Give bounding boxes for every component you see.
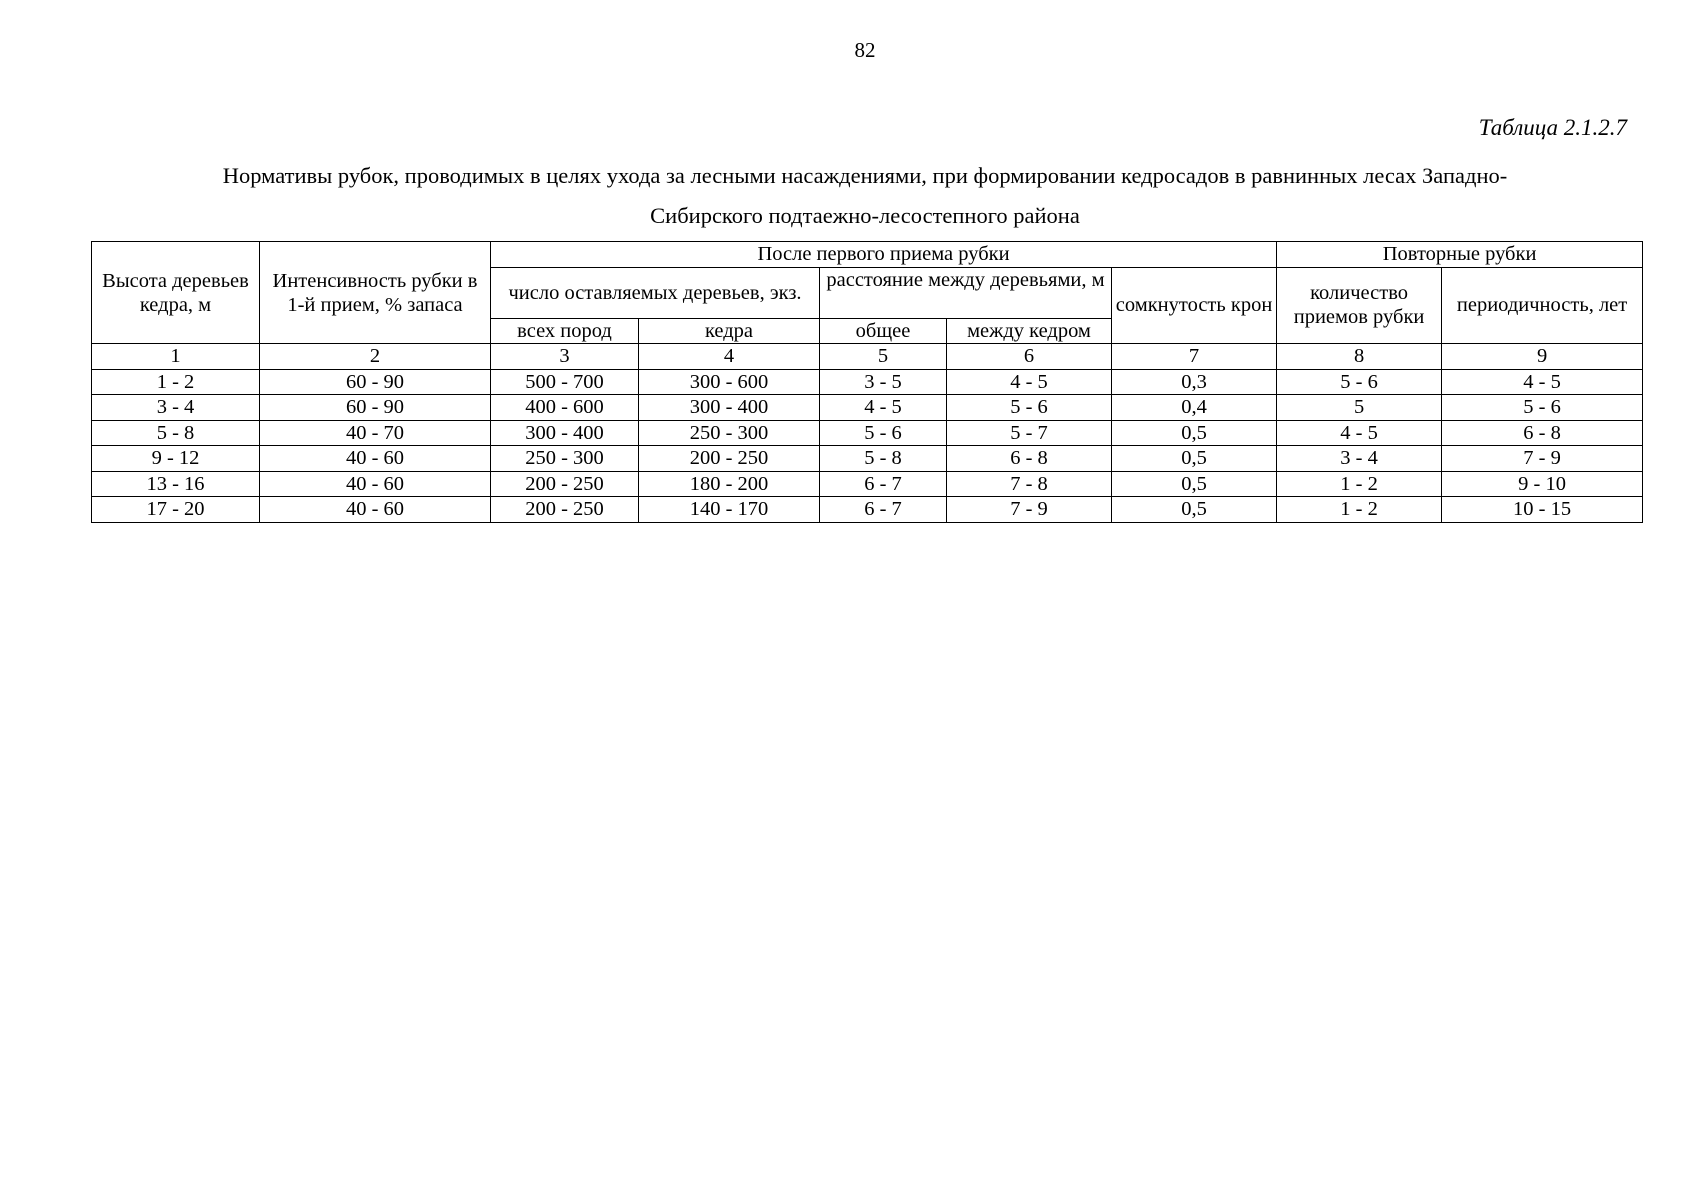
column-number: 1 (92, 344, 260, 370)
table-cell: 200 - 250 (491, 497, 639, 523)
table-cell: 40 - 60 (260, 446, 491, 472)
header-count: количество приемов рубки (1277, 267, 1442, 344)
table-cell: 7 - 9 (947, 497, 1112, 523)
table-cell: 40 - 70 (260, 420, 491, 446)
table-cell: 5 - 6 (1277, 369, 1442, 395)
table-cell: 1 - 2 (1277, 471, 1442, 497)
table-cell: 0,5 (1112, 446, 1277, 472)
column-number: 7 (1112, 344, 1277, 370)
table-cell: 4 - 5 (1277, 420, 1442, 446)
table-cell: 13 - 16 (92, 471, 260, 497)
table-cell: 180 - 200 (639, 471, 820, 497)
column-number: 5 (820, 344, 947, 370)
table-cell: 0,5 (1112, 471, 1277, 497)
table-cell: 60 - 90 (260, 369, 491, 395)
norms-table (91, 241, 1643, 523)
table-cell: 4 - 5 (1442, 369, 1643, 395)
table-cell: 5 - 8 (92, 420, 260, 446)
column-number-row (92, 344, 1643, 370)
table-cell: 5 (1277, 395, 1442, 421)
table-cell: 17 - 20 (92, 497, 260, 523)
table-cell: 6 - 8 (947, 446, 1112, 472)
table-cell: 6 - 7 (820, 497, 947, 523)
table-cell: 5 - 7 (947, 420, 1112, 446)
header-height: Высота деревьев кедра, м (92, 242, 260, 344)
table-cell: 0,5 (1112, 497, 1277, 523)
table-row (92, 471, 1643, 497)
table-cell: 200 - 250 (491, 471, 639, 497)
header-distance: расстояние между деревьями, м (820, 267, 1112, 318)
table-cell: 5 - 6 (1442, 395, 1643, 421)
header-periodicity: периодичность, лет (1442, 267, 1643, 344)
table-cell: 1 - 2 (1277, 497, 1442, 523)
table-cell: 0,4 (1112, 395, 1277, 421)
table-cell: 6 - 8 (1442, 420, 1643, 446)
column-number: 9 (1442, 344, 1643, 370)
table-cell: 40 - 60 (260, 471, 491, 497)
table-label: Таблица 2.1.2.7 (1478, 115, 1627, 140)
column-number: 6 (947, 344, 1112, 370)
table-title (90, 156, 1640, 236)
table-cell: 9 - 10 (1442, 471, 1643, 497)
table-row (92, 420, 1643, 446)
column-number: 2 (260, 344, 491, 370)
table-cell: 400 - 600 (491, 395, 639, 421)
table-cell: 7 - 9 (1442, 446, 1643, 472)
table-cell: 140 - 170 (639, 497, 820, 523)
table-cell: 9 - 12 (92, 446, 260, 472)
table-cell: 60 - 90 (260, 395, 491, 421)
table-cell: 3 - 5 (820, 369, 947, 395)
table-title-line-1: Нормативы рубок, проводимых в целях ухода за лесными насаждениями, при формировании кедросадов в равнинных лесах Западно- (222, 163, 1508, 188)
header-between-cedar: между кедром (947, 318, 1112, 344)
table-row (92, 497, 1643, 523)
table-cell: 500 - 700 (491, 369, 639, 395)
column-number: 8 (1277, 344, 1442, 370)
table-cell: 4 - 5 (947, 369, 1112, 395)
table-cell: 300 - 400 (491, 420, 639, 446)
table-cell: 250 - 300 (639, 420, 820, 446)
header-closure: сомкнутость крон (1112, 267, 1277, 344)
table-cell: 6 - 7 (820, 471, 947, 497)
header-repeated: Повторные рубки (1277, 242, 1643, 268)
column-number: 3 (491, 344, 639, 370)
table-cell: 3 - 4 (1277, 446, 1442, 472)
header-general: общее (820, 318, 947, 344)
header-cedar: кедра (639, 318, 820, 344)
header-intensity: Интенсивность рубки в 1-й прием, % запаса (260, 242, 491, 344)
table-cell: 40 - 60 (260, 497, 491, 523)
table-cell: 1 - 2 (92, 369, 260, 395)
table-cell: 5 - 6 (947, 395, 1112, 421)
table-cell: 300 - 600 (639, 369, 820, 395)
header-after-first: После первого приема рубки (491, 242, 1277, 268)
table-row (92, 395, 1643, 421)
table-row (92, 369, 1643, 395)
table-cell: 5 - 8 (820, 446, 947, 472)
table-cell: 10 - 15 (1442, 497, 1643, 523)
header-trees-left: число оставляемых деревьев, экз. (491, 267, 820, 318)
column-number: 4 (639, 344, 820, 370)
table-cell: 0,5 (1112, 420, 1277, 446)
table-cell: 0,3 (1112, 369, 1277, 395)
table-cell: 7 - 8 (947, 471, 1112, 497)
header-all-species: всех пород (491, 318, 639, 344)
table-cell: 250 - 300 (491, 446, 639, 472)
table-row (92, 446, 1643, 472)
table-cell: 3 - 4 (92, 395, 260, 421)
table-title-line-2: Сибирского подтаежно-лесостепного района (650, 203, 1080, 228)
table-cell: 4 - 5 (820, 395, 947, 421)
table-cell: 5 - 6 (820, 420, 947, 446)
table-cell: 200 - 250 (639, 446, 820, 472)
table-cell: 300 - 400 (639, 395, 820, 421)
page-number: 82 (854, 38, 876, 62)
